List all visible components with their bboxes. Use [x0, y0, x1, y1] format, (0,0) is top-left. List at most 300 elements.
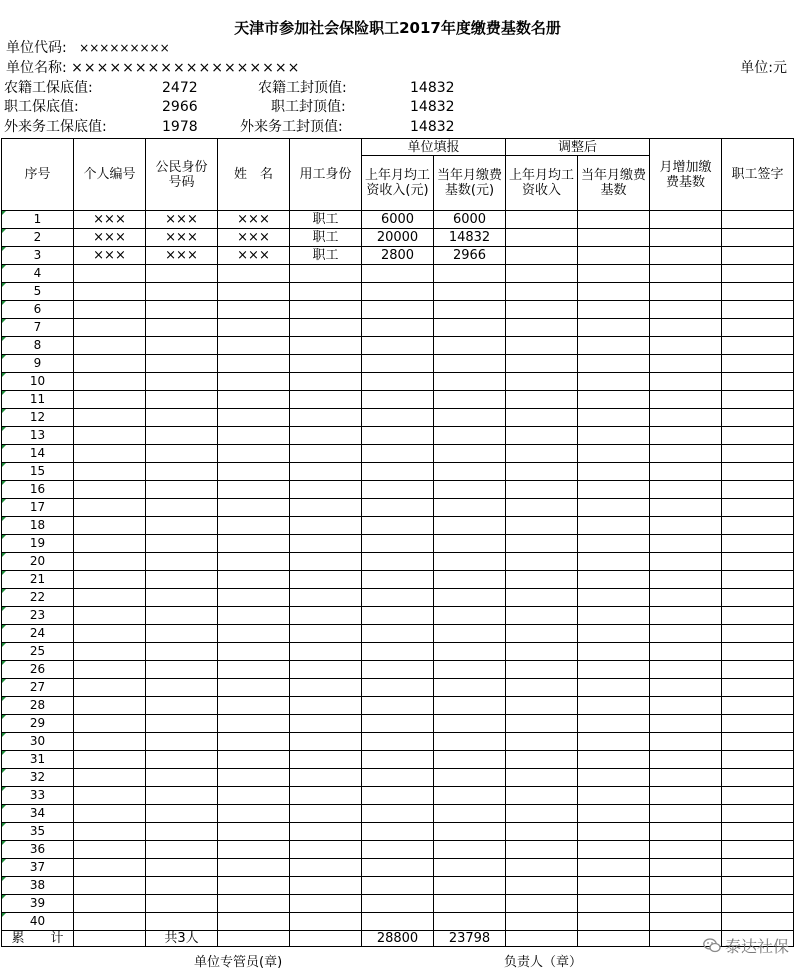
table-row: [2, 535, 794, 553]
floor-label-1: 职工保底值:: [4, 99, 79, 115]
cell-empty: [578, 481, 650, 499]
cell-employment: [290, 895, 362, 913]
cell-prev-income: [362, 373, 434, 391]
cell-base: 6000: [434, 211, 506, 229]
cell-empty: [506, 553, 578, 571]
cell-empty: [578, 751, 650, 769]
cell-base: [434, 679, 506, 697]
row-seq: 12: [2, 409, 74, 427]
col-employment-header: 用工身份: [290, 139, 362, 211]
cell-empty: [506, 409, 578, 427]
cell-marker-icon: [2, 553, 6, 557]
cell-empty: [650, 355, 722, 373]
cell-empty: [506, 373, 578, 391]
cell-employment: [290, 823, 362, 841]
row-seq: 8: [2, 337, 74, 355]
cell-marker-icon: [2, 715, 6, 719]
row-seq: 4: [2, 265, 74, 283]
row-seq: 2: [2, 229, 74, 247]
cell-empty: [578, 283, 650, 301]
cell-base: [434, 337, 506, 355]
cell-marker-icon: [2, 445, 6, 449]
cell-citizen-id: [146, 553, 218, 571]
cell-marker-icon: [2, 301, 6, 305]
row-seq: 19: [2, 535, 74, 553]
cell-marker-icon: [2, 499, 6, 503]
cell-base: [434, 859, 506, 877]
cell-name: [218, 373, 290, 391]
row-seq: 20: [2, 553, 74, 571]
cell-employment: [290, 841, 362, 859]
cell-employment: [290, 283, 362, 301]
cell-empty: [722, 607, 794, 625]
row-seq: 14: [2, 445, 74, 463]
cell-prev-income: [362, 715, 434, 733]
cell-personal-id: [74, 733, 146, 751]
row-seq: 37: [2, 859, 74, 877]
cell-employment: [290, 427, 362, 445]
table-row: [2, 643, 794, 661]
table-row: [2, 913, 794, 931]
cell-empty: [650, 301, 722, 319]
cell-name: [218, 535, 290, 553]
cell-prev-income: [362, 643, 434, 661]
cell-employment: [290, 301, 362, 319]
cell-citizen-id: [146, 517, 218, 535]
cell-empty: [650, 553, 722, 571]
cell-marker-icon: [2, 697, 6, 701]
cell-empty: [578, 823, 650, 841]
row-seq: 3: [2, 247, 74, 265]
cell-empty: [578, 733, 650, 751]
cell-prev-income: [362, 751, 434, 769]
cell-citizen-id: [146, 391, 218, 409]
cell-empty: [578, 805, 650, 823]
cell-personal-id: [74, 373, 146, 391]
table-row: [2, 697, 794, 715]
cell-name: [218, 715, 290, 733]
cell-employment: [290, 265, 362, 283]
unit-report-header: 单位填报: [362, 139, 506, 156]
cell-empty: [722, 553, 794, 571]
cell-personal-id: [74, 697, 146, 715]
row-seq: 38: [2, 877, 74, 895]
cell-base: [434, 499, 506, 517]
cell-empty: [506, 787, 578, 805]
row-seq: 15: [2, 463, 74, 481]
cell-empty: [650, 661, 722, 679]
cell-empty: [506, 751, 578, 769]
row-seq: 32: [2, 769, 74, 787]
table-row: [2, 571, 794, 589]
cell-base: [434, 643, 506, 661]
cell-marker-icon: [2, 427, 6, 431]
cell-citizen-id: [146, 589, 218, 607]
roster-rows: [2, 211, 794, 931]
cell-empty: [578, 373, 650, 391]
row-seq: 7: [2, 319, 74, 337]
cell-name: [218, 355, 290, 373]
cell-empty: [506, 607, 578, 625]
cell-empty: [650, 769, 722, 787]
col-name-header: 姓 名: [218, 139, 290, 211]
row-seq: 36: [2, 841, 74, 859]
cell-empty: [650, 373, 722, 391]
row-seq: 26: [2, 661, 74, 679]
cell-empty: [506, 571, 578, 589]
cell-base: 14832: [434, 229, 506, 247]
cell-personal-id: [74, 805, 146, 823]
col-seq-header: 序号: [2, 139, 74, 211]
cell-prev-income: [362, 481, 434, 499]
cell-prev-income: [362, 661, 434, 679]
cell-empty: [650, 607, 722, 625]
cell-employment: 职工: [290, 247, 362, 265]
cell-empty: [722, 319, 794, 337]
totals-prev-income: 28800: [362, 931, 434, 947]
cell-empty: [650, 751, 722, 769]
cell-base: [434, 355, 506, 373]
cell-empty: [578, 877, 650, 895]
cell-empty: [506, 355, 578, 373]
cell-citizen-id: [146, 769, 218, 787]
cell-marker-icon: [2, 661, 6, 665]
floor-value-2: 1978: [162, 119, 198, 135]
table-row: [2, 895, 794, 913]
cell-prev-income: 6000: [362, 211, 434, 229]
cell-employment: [290, 733, 362, 751]
totals-blank: [74, 931, 146, 947]
cell-employment: 职工: [290, 211, 362, 229]
cell-personal-id: [74, 913, 146, 931]
cell-empty: [506, 481, 578, 499]
cell-empty: [578, 553, 650, 571]
watermark: [703, 934, 789, 957]
unit-code-value: ×××××××××: [79, 41, 170, 55]
page-title: 天津市参加社会保险职工2017年度缴费基数名册: [234, 19, 561, 37]
cell-empty: [722, 697, 794, 715]
cell-empty: [722, 841, 794, 859]
cell-marker-icon: [2, 769, 6, 773]
cell-prev-income: [362, 697, 434, 715]
cell-empty: [506, 337, 578, 355]
cell-marker-icon: [2, 247, 6, 251]
cell-name: [218, 463, 290, 481]
cell-personal-id: [74, 769, 146, 787]
cap-label-1: 职工封顶值:: [271, 99, 346, 115]
cell-base: [434, 697, 506, 715]
table-row: [2, 733, 794, 751]
cell-citizen-id: [146, 823, 218, 841]
unit-name-label: 单位名称:: [6, 60, 67, 76]
cell-base: [434, 481, 506, 499]
totals-row: [2, 931, 794, 947]
cell-name: [218, 391, 290, 409]
cell-name: [218, 877, 290, 895]
cell-marker-icon: [2, 481, 6, 485]
table-row: [2, 625, 794, 643]
cell-marker-icon: [2, 517, 6, 521]
cell-personal-id: [74, 571, 146, 589]
row-seq: 27: [2, 679, 74, 697]
cell-base: [434, 769, 506, 787]
cell-empty: [506, 463, 578, 481]
cell-employment: [290, 679, 362, 697]
cell-name: [218, 409, 290, 427]
cell-base: [434, 571, 506, 589]
cell-name: [218, 823, 290, 841]
cell-base: [434, 715, 506, 733]
cell-citizen-id: [146, 859, 218, 877]
row-seq: 31: [2, 751, 74, 769]
unit-code: [6, 39, 170, 57]
cell-personal-id: [74, 643, 146, 661]
floor-label-2: 外来务工保底值:: [4, 119, 107, 135]
cell-citizen-id: [146, 373, 218, 391]
col-base-reported-header: 当年月缴费基数(元): [434, 156, 506, 211]
cell-empty: [578, 661, 650, 679]
cell-base: [434, 319, 506, 337]
cell-employment: [290, 571, 362, 589]
row-seq: 25: [2, 643, 74, 661]
cell-citizen-id: ×××: [146, 247, 218, 265]
table-row: [2, 373, 794, 391]
cell-empty: [722, 229, 794, 247]
cell-empty: [650, 787, 722, 805]
table-row: [2, 337, 794, 355]
cell-base: [434, 445, 506, 463]
cell-empty: [650, 841, 722, 859]
table-row: [2, 715, 794, 733]
cell-empty: [650, 391, 722, 409]
cell-name: [218, 661, 290, 679]
cell-base: [434, 553, 506, 571]
cell-empty: [578, 301, 650, 319]
table-row: [2, 463, 794, 481]
col-monthly-increase-header: 月增加缴费基数: [650, 139, 722, 211]
cell-employment: [290, 751, 362, 769]
cell-empty: [578, 913, 650, 931]
cell-empty: [650, 571, 722, 589]
cell-employment: [290, 859, 362, 877]
cell-employment: [290, 517, 362, 535]
cell-prev-income: [362, 265, 434, 283]
table-row: [2, 229, 794, 247]
cell-employment: [290, 337, 362, 355]
cell-marker-icon: [2, 877, 6, 881]
cell-citizen-id: [146, 301, 218, 319]
cell-prev-income: [362, 769, 434, 787]
cell-empty: [650, 589, 722, 607]
cell-citizen-id: [146, 499, 218, 517]
cell-empty: [506, 625, 578, 643]
cell-citizen-id: [146, 877, 218, 895]
cell-base: [434, 463, 506, 481]
cell-name: ×××: [218, 247, 290, 265]
cell-empty: [722, 895, 794, 913]
cell-citizen-id: [146, 697, 218, 715]
cell-base: [434, 265, 506, 283]
cell-citizen-id: [146, 427, 218, 445]
cell-personal-id: [74, 481, 146, 499]
cell-prev-income: [362, 499, 434, 517]
cell-name: ×××: [218, 211, 290, 229]
cell-citizen-id: ×××: [146, 211, 218, 229]
cell-name: [218, 913, 290, 931]
cell-base: [434, 625, 506, 643]
cell-marker-icon: [2, 355, 6, 359]
cell-empty: [506, 427, 578, 445]
cell-marker-icon: [2, 391, 6, 395]
cell-prev-income: [362, 391, 434, 409]
cell-personal-id: [74, 715, 146, 733]
cell-employment: 职工: [290, 229, 362, 247]
cell-empty: [506, 265, 578, 283]
cell-prev-income: [362, 283, 434, 301]
cell-prev-income: [362, 625, 434, 643]
cell-empty: [578, 517, 650, 535]
cell-base: [434, 409, 506, 427]
table-row: [2, 355, 794, 373]
cell-empty: [650, 679, 722, 697]
cell-citizen-id: [146, 841, 218, 859]
wechat-icon: [703, 938, 721, 953]
row-seq: 24: [2, 625, 74, 643]
cell-empty: [722, 625, 794, 643]
cell-name: [218, 499, 290, 517]
cell-empty: [506, 715, 578, 733]
cell-empty: [722, 463, 794, 481]
cell-empty: [650, 697, 722, 715]
cell-empty: [578, 679, 650, 697]
cell-personal-id: [74, 337, 146, 355]
cell-empty: [650, 877, 722, 895]
cell-name: ×××: [218, 229, 290, 247]
cell-empty: [578, 265, 650, 283]
row-seq: 9: [2, 355, 74, 373]
cell-citizen-id: [146, 661, 218, 679]
table-row: [2, 751, 794, 769]
cell-base: 2966: [434, 247, 506, 265]
cell-employment: [290, 805, 362, 823]
cell-empty: [578, 247, 650, 265]
cell-personal-id: [74, 823, 146, 841]
cell-empty: [722, 409, 794, 427]
cell-empty: [722, 355, 794, 373]
table-row: [2, 481, 794, 499]
cell-citizen-id: [146, 913, 218, 931]
cell-name: [218, 481, 290, 499]
table-row: [2, 823, 794, 841]
cell-name: [218, 607, 290, 625]
cell-empty: [506, 697, 578, 715]
cell-base: [434, 841, 506, 859]
cell-employment: [290, 463, 362, 481]
cell-name: [218, 805, 290, 823]
cell-empty: [650, 805, 722, 823]
cell-personal-id: [74, 877, 146, 895]
cell-empty: [722, 571, 794, 589]
cell-empty: [650, 625, 722, 643]
cell-employment: [290, 787, 362, 805]
cell-empty: [578, 463, 650, 481]
cell-marker-icon: [2, 607, 6, 611]
cell-marker-icon: [2, 625, 6, 629]
cell-personal-id: [74, 859, 146, 877]
cell-employment: [290, 373, 362, 391]
row-seq: 39: [2, 895, 74, 913]
cell-marker-icon: [2, 373, 6, 377]
cell-empty: [506, 283, 578, 301]
cell-citizen-id: [146, 571, 218, 589]
cell-employment: [290, 409, 362, 427]
table-row: [2, 445, 794, 463]
cell-empty: [506, 517, 578, 535]
table-row: [2, 607, 794, 625]
table-row: [2, 589, 794, 607]
cell-empty: [578, 391, 650, 409]
cell-employment: [290, 481, 362, 499]
cell-citizen-id: [146, 643, 218, 661]
cell-empty: [722, 877, 794, 895]
cell-citizen-id: [146, 895, 218, 913]
cell-name: [218, 283, 290, 301]
cell-personal-id: [74, 355, 146, 373]
cell-empty: [650, 337, 722, 355]
roster-table: [1, 138, 794, 947]
table-row: [2, 877, 794, 895]
cell-empty: [578, 787, 650, 805]
cell-prev-income: [362, 535, 434, 553]
cell-personal-id: [74, 607, 146, 625]
totals-count: 共3人: [146, 931, 218, 947]
cap-label-2: 外来务工封顶值:: [240, 119, 343, 135]
cell-prev-income: 2800: [362, 247, 434, 265]
cell-citizen-id: [146, 265, 218, 283]
cell-base: [434, 877, 506, 895]
unit-code-label: 单位代码:: [6, 40, 67, 56]
cell-employment: [290, 445, 362, 463]
cell-marker-icon: [2, 841, 6, 845]
cell-marker-icon: [2, 751, 6, 755]
cell-personal-id: [74, 895, 146, 913]
cell-prev-income: [362, 409, 434, 427]
cell-name: [218, 679, 290, 697]
row-seq: 40: [2, 913, 74, 931]
cell-marker-icon: [2, 463, 6, 467]
row-seq: 29: [2, 715, 74, 733]
cell-employment: [290, 661, 362, 679]
cell-personal-id: [74, 517, 146, 535]
cell-employment: [290, 535, 362, 553]
cell-employment: [290, 643, 362, 661]
cell-prev-income: [362, 589, 434, 607]
cell-citizen-id: [146, 283, 218, 301]
totals-label: 累 计: [2, 931, 74, 947]
table-row: [2, 499, 794, 517]
cell-empty: [722, 535, 794, 553]
cell-empty: [578, 841, 650, 859]
row-seq: 16: [2, 481, 74, 499]
cell-prev-income: [362, 319, 434, 337]
cell-marker-icon: [2, 679, 6, 683]
table-row: [2, 301, 794, 319]
cell-name: [218, 841, 290, 859]
cell-empty: [722, 337, 794, 355]
col-signature-header: 职工签字: [722, 139, 794, 211]
cell-personal-id: [74, 625, 146, 643]
cell-marker-icon: [2, 895, 6, 899]
